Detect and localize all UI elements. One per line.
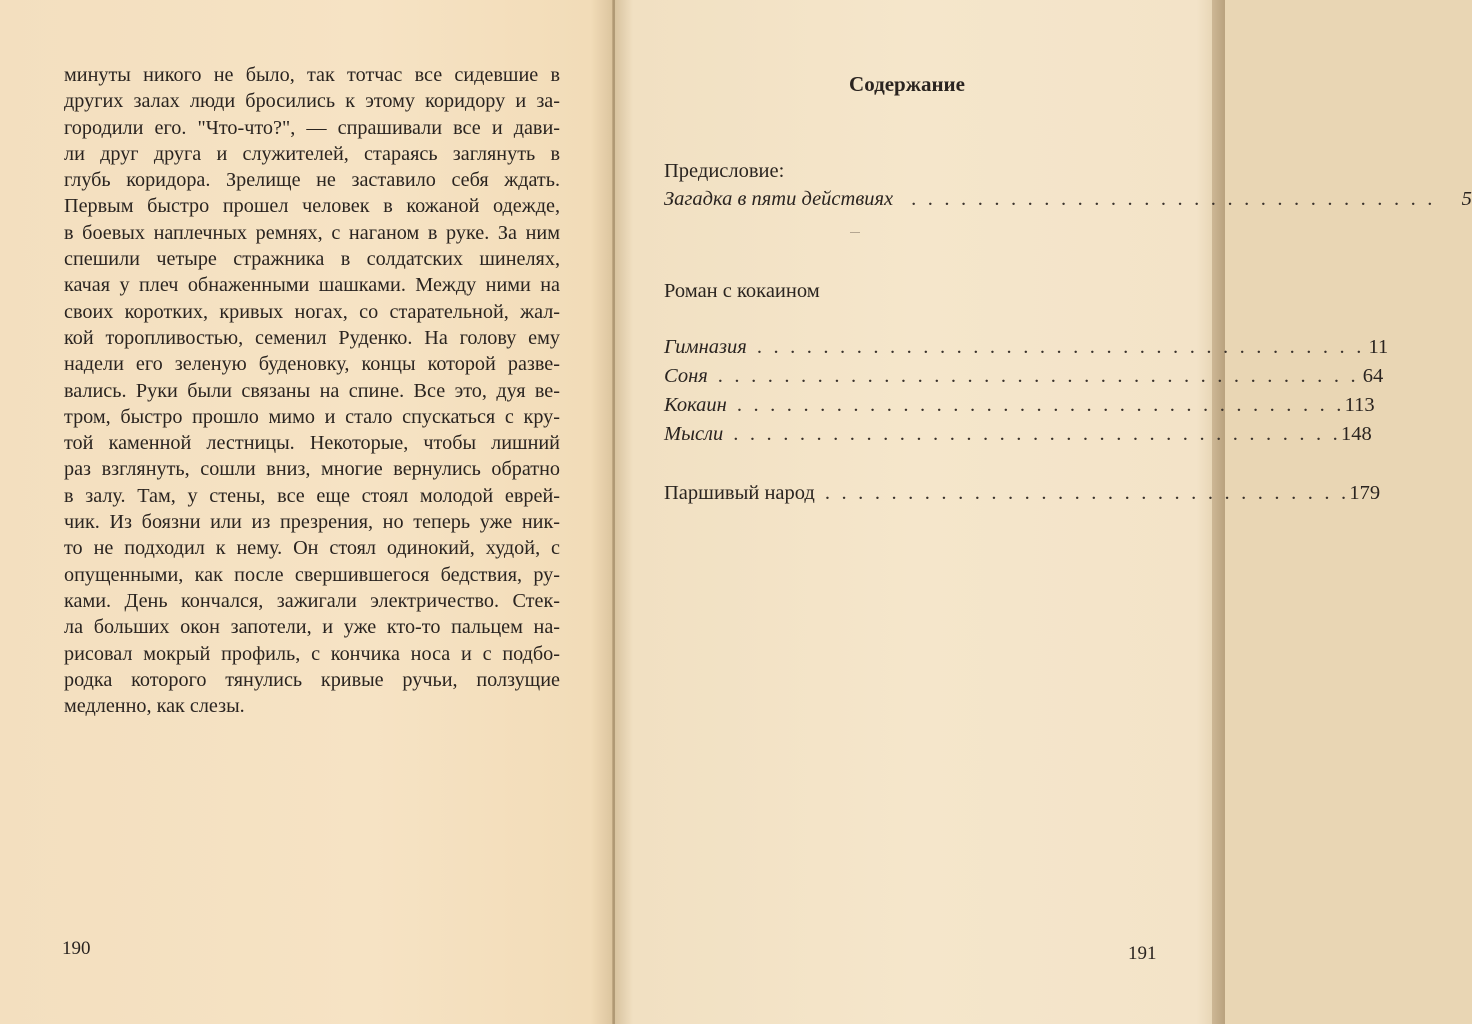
toc-novel-heading: Роман с кокаином: [664, 280, 820, 302]
toc-entry-label: Мысли: [664, 423, 724, 445]
text-line: кой торопливостью, семенил Руденко. На голову ему: [64, 326, 560, 349]
toc-entry-label: Паршивый народ: [664, 482, 815, 504]
toc-entry-label: Кокаин: [664, 394, 727, 416]
text-line: других залах люди бросились к этому коридору и за-: [64, 90, 560, 113]
text-line: чик. Из боязни или из презрения, но теперь уже ник-: [64, 511, 560, 534]
text-line: надели его зеленую буденовку, концы которой разве-: [64, 353, 560, 376]
text-line: глубь коридора. Зрелище не заставило себя ждать.: [64, 169, 560, 192]
toc-entry-label: Соня: [664, 365, 708, 387]
toc-entry-page: 148: [1340, 423, 1372, 445]
text-line: ли друг друга и служителей, стараясь заглянуть в: [64, 142, 560, 165]
body-text: [64, 62, 560, 719]
toc-entry-page: 5: [1461, 188, 1472, 210]
toc-entry-chapter[interactable]: [664, 336, 1389, 359]
left-page: [0, 0, 615, 1024]
page-number-left: 190: [62, 938, 91, 959]
toc-leader-dots: . . . . . . . . . . . . . . . . . . . . . . . . . . . . . . . . . . . . .: [733, 423, 1341, 445]
right-page: [615, 0, 1215, 1024]
text-line: ками. День кончался, зажигали электричество. Стек-: [64, 589, 560, 612]
paper-mark: [850, 232, 860, 233]
toc-entry-page: 179: [1349, 482, 1381, 504]
text-line: спешили четыре стражника в солдатских шинелях,: [64, 248, 560, 271]
text-line: раз взглянуть, сошли вниз, многие вернулись обратно: [64, 458, 560, 481]
toc-leader-dots: . . . . . . . . . . . . . . . . . . . . . . . . . . . . . . . . . . . . .: [756, 336, 1365, 358]
text-line: той каменной лестницы. Некоторые, чтобы лишний: [64, 432, 560, 455]
toc-leader-dots: . . . . . . . . . . . . . . . . . . . . . . . . . . . . . . . .: [824, 482, 1350, 504]
toc-entry-label: Загадка в пяти действиях: [664, 188, 894, 210]
text-line: своих коротких, кривых ногах, со старательной, жал-: [64, 300, 560, 323]
toc-entry-preface[interactable]: [664, 188, 1472, 211]
text-line: то не подходил к нему. Он стоял одинокий, худой, с: [64, 537, 560, 560]
text-line: Первым быстро прошел человек в кожаной одежде,: [64, 195, 560, 218]
text-line: медленно, как слезы.: [64, 695, 245, 718]
text-line: рисовал мокрый профиль, с кончика носа и с подбо-: [64, 642, 560, 665]
text-line: в боевых наплечных ремнях, с наганом в руке. За ним: [64, 221, 560, 244]
text-line: в залу. Там, у стены, все еще стоял молодой еврей-: [64, 484, 560, 507]
text-line: опущенными, как после свершившегося бедствия, ру-: [64, 563, 560, 586]
text-line: вались. Руки были связаны на спине. Все это, дуя ве-: [64, 379, 560, 402]
toc-entry-page: 113: [1344, 394, 1375, 416]
text-line: качая у плеч обнаженными шашками. Между ними на: [64, 274, 560, 297]
text-line: городили его. "Что-что?", — спрашивали все и дави-: [64, 116, 560, 139]
text-line: минуты никого не было, так тотчас все сидевшие в: [64, 64, 560, 86]
text-line: тром, быстро прошло мимо и стало спускаться с кру-: [64, 405, 560, 428]
toc-entry-chapter[interactable]: [664, 365, 1384, 388]
toc-entry-final[interactable]: [664, 482, 1381, 505]
toc-entry-page: 64: [1362, 365, 1384, 387]
toc-entry-page: 11: [1368, 336, 1389, 358]
toc-entry-chapter[interactable]: [664, 423, 1372, 446]
toc-title: Содержание: [849, 72, 965, 96]
toc-leader-dots: . . . . . . . . . . . . . . . . . . . . . . . . . . . . . . . .: [911, 188, 1436, 210]
page-edge: [1212, 0, 1225, 1024]
text-line: родка которого тянулись кривые ручьи, ползущие: [64, 668, 560, 691]
page-number-right: 191: [1128, 943, 1157, 964]
toc-leader-dots: . . . . . . . . . . . . . . . . . . . . . . . . . . . . . . . . . . . . . . .: [717, 365, 1359, 387]
toc-entry-chapter[interactable]: [664, 394, 1375, 417]
toc-preface-heading: Предисловие:: [664, 160, 785, 182]
text-line: ла больших окон запотели, и уже кто-то пальцем на-: [64, 616, 560, 639]
toc-entry-label: Гимназия: [664, 336, 747, 358]
toc-leader-dots: . . . . . . . . . . . . . . . . . . . . . . . . . . . . . . . . . . . . .: [736, 394, 1345, 416]
